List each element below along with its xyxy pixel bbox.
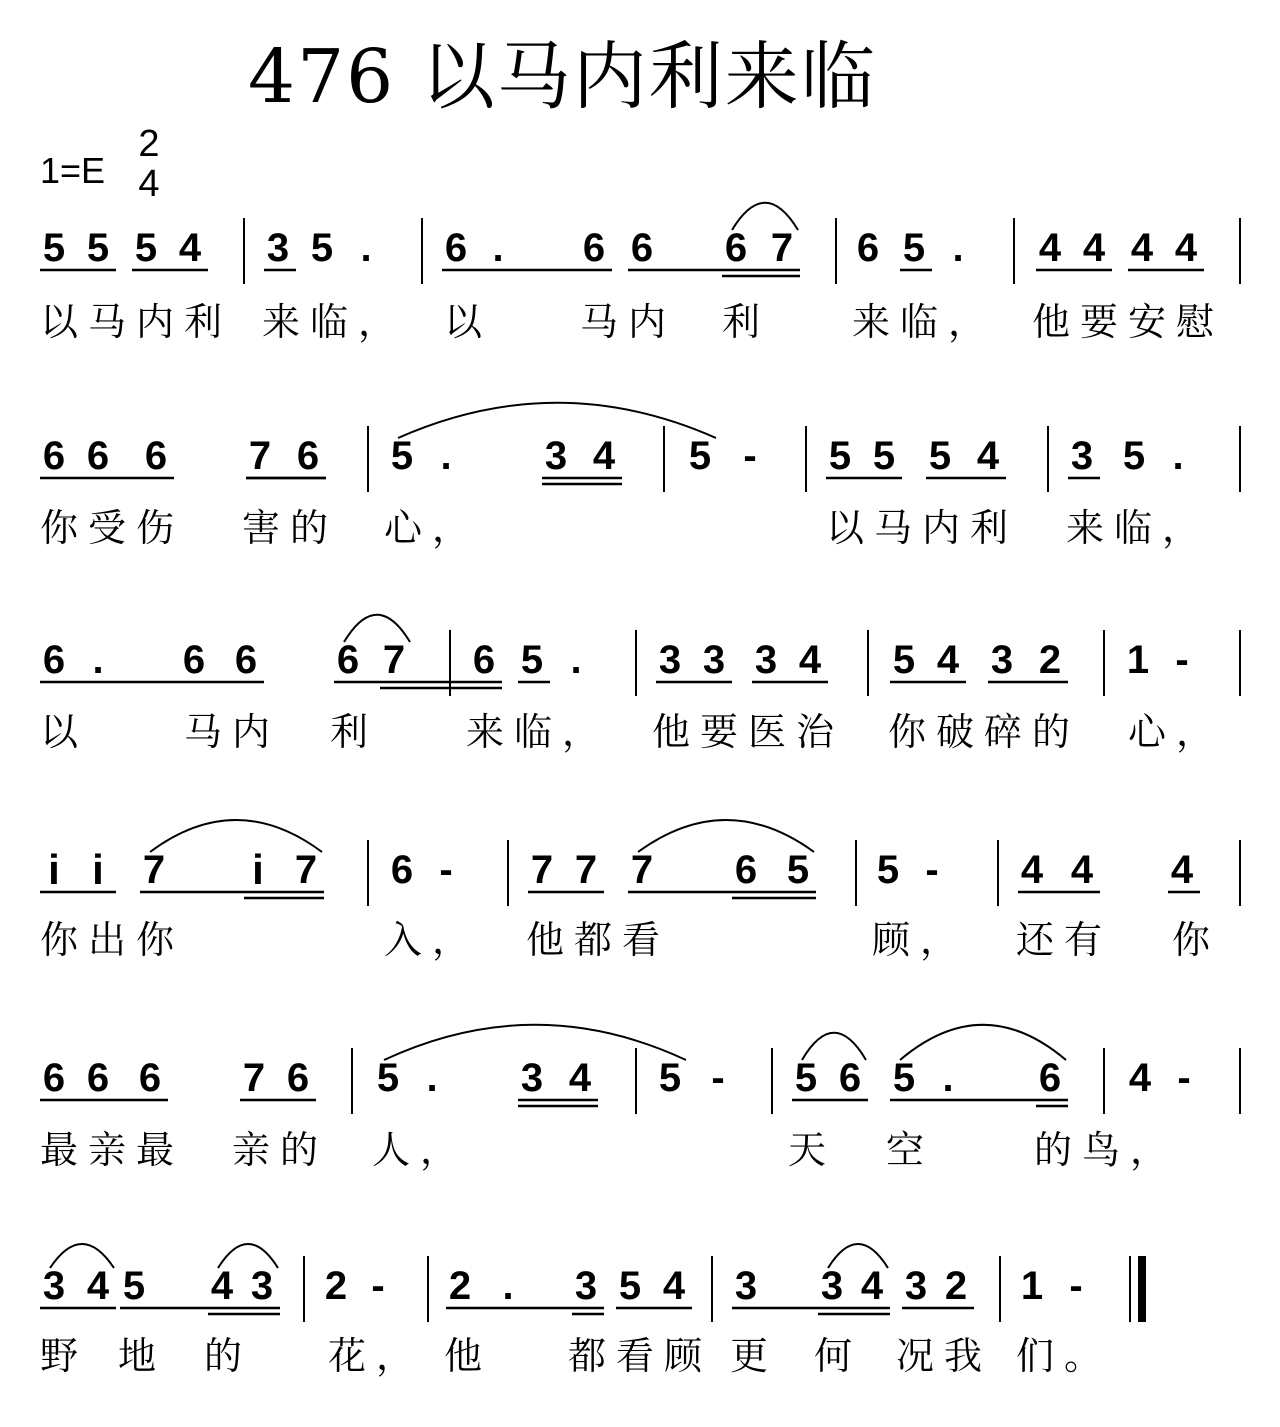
note: 3 [702, 638, 726, 682]
lyric: 他要安慰 [1032, 300, 1225, 344]
lyric: 天 [788, 1128, 837, 1172]
note: 3 [904, 1264, 928, 1308]
note: 4 [592, 434, 616, 478]
note: 6 [856, 226, 880, 270]
note: 7 [248, 434, 272, 478]
note: 6 [286, 1056, 310, 1100]
note: 6 [138, 1056, 162, 1100]
lyric: 的 [204, 1334, 253, 1378]
note: 5 [872, 434, 896, 478]
lyric: 顾， [872, 918, 969, 962]
lyric: 的鸟， [1034, 1128, 1179, 1172]
note: 3 [520, 1056, 544, 1100]
note: 3 [266, 226, 290, 270]
note: 4 [1070, 848, 1094, 892]
note: 5 [390, 434, 414, 478]
lyric: 害的 [242, 506, 339, 550]
lyric: 野 [40, 1334, 89, 1378]
note: 5 [794, 1056, 818, 1100]
slur [384, 1025, 686, 1060]
note: 5 [892, 638, 916, 682]
lyric: 来临， [262, 300, 407, 344]
note: 5 [86, 226, 110, 270]
page-title: 476 以马内利来临 [248, 34, 877, 120]
note: . [440, 434, 452, 478]
note: . [426, 1056, 438, 1100]
note: 5 [122, 1264, 146, 1308]
note: 6 [42, 1056, 66, 1100]
note: 5 [310, 226, 334, 270]
lyric: 利 [722, 300, 771, 344]
note: 4 [976, 434, 1000, 478]
note: 3 [544, 434, 568, 478]
lyric: 以 [444, 300, 493, 344]
lyric: 还有 [1016, 918, 1113, 962]
lyric: 花， [328, 1334, 425, 1378]
note: - [1175, 638, 1189, 682]
lyric: 他都看 [526, 918, 671, 962]
note: - [1069, 1264, 1083, 1308]
note: 1 [1126, 638, 1150, 682]
lyric: 最亲最 [40, 1128, 185, 1172]
lyric: 心， [1128, 710, 1225, 754]
note: - [1177, 1056, 1191, 1100]
note: 4 [936, 638, 960, 682]
note: 5 [928, 434, 952, 478]
note: . [502, 1264, 514, 1308]
note-high: i [48, 846, 60, 893]
note: 7 [574, 848, 598, 892]
note: 6 [144, 434, 168, 478]
lyric: 以马内利 [826, 506, 1019, 550]
note: 7 [242, 1056, 266, 1100]
note: 4 [568, 1056, 592, 1100]
note: 5 [1122, 434, 1146, 478]
note: 3 [658, 638, 682, 682]
note: 4 [1082, 226, 1106, 270]
note: 6 [234, 638, 258, 682]
time-signature-numerator: 2 [138, 123, 160, 165]
note: 4 [1128, 1056, 1152, 1100]
lyric: 入， [384, 918, 481, 962]
note: 3 [990, 638, 1014, 682]
note: 5 [134, 226, 158, 270]
note: 2 [1038, 638, 1062, 682]
note: 7 [382, 638, 406, 682]
note: . [952, 226, 964, 270]
note: 6 [724, 226, 748, 270]
lyric: 他 [444, 1334, 493, 1378]
note: 3 [1070, 434, 1094, 478]
note: 6 [1038, 1056, 1062, 1100]
note: . [492, 226, 504, 270]
note: 3 [250, 1264, 274, 1308]
note: 4 [178, 226, 202, 270]
note: 3 [820, 1264, 844, 1308]
note: 5 [688, 434, 712, 478]
lyric: 地 [118, 1334, 167, 1378]
slur [900, 1025, 1066, 1060]
note: 4 [798, 638, 822, 682]
lyric: 更 [730, 1334, 779, 1378]
slur [398, 403, 716, 438]
lyric: 来临， [466, 710, 611, 754]
note: . [942, 1056, 954, 1100]
note: 4 [1170, 848, 1194, 892]
note: 3 [734, 1264, 758, 1308]
lyric: 你出你 [40, 918, 185, 962]
note: 4 [1174, 226, 1198, 270]
note: 4 [662, 1264, 686, 1308]
note: 3 [754, 638, 778, 682]
note: 4 [1020, 848, 1044, 892]
lyric: 都看顾 [568, 1334, 713, 1378]
note: 4 [210, 1264, 234, 1308]
note: 6 [390, 848, 414, 892]
note: 7 [630, 848, 654, 892]
note: 6 [582, 226, 606, 270]
note: 7 [530, 848, 554, 892]
note: . [360, 226, 372, 270]
note: - [711, 1056, 725, 1100]
note: - [371, 1264, 385, 1308]
note: 6 [336, 638, 360, 682]
note: 6 [86, 434, 110, 478]
note: 2 [324, 1264, 348, 1308]
note-high: i [252, 846, 264, 893]
note: 4 [1130, 226, 1154, 270]
note: 4 [86, 1264, 110, 1308]
note: 6 [472, 638, 496, 682]
note: 6 [630, 226, 654, 270]
note: 5 [520, 638, 544, 682]
lyric: 来临， [1066, 506, 1211, 550]
lyric: 以 [40, 710, 89, 754]
lyric: 你 [1172, 918, 1221, 962]
note: 7 [142, 848, 166, 892]
time-signature-denominator: 4 [138, 163, 160, 205]
note: - [925, 848, 939, 892]
note: 6 [182, 638, 206, 682]
note: 3 [42, 1264, 66, 1308]
note: 6 [42, 638, 66, 682]
lyric: 亲的 [232, 1128, 329, 1172]
lyric: 来临， [852, 300, 997, 344]
note: 2 [448, 1264, 472, 1308]
note: 5 [42, 226, 66, 270]
note: . [570, 638, 582, 682]
note: 1 [1020, 1264, 1044, 1308]
note: 5 [786, 848, 810, 892]
note: 6 [42, 434, 66, 478]
final-barline-thick [1138, 1256, 1146, 1322]
lyric: 他要医治 [652, 710, 845, 754]
lyric: 空 [886, 1128, 935, 1172]
lyric: 况我 [896, 1334, 993, 1378]
note: 6 [296, 434, 320, 478]
lyric: 马内 [580, 300, 677, 344]
note: 2 [944, 1264, 968, 1308]
key-signature: 1=E [40, 150, 106, 191]
note: 6 [734, 848, 758, 892]
lyric: 心， [384, 506, 481, 550]
note: 7 [294, 848, 318, 892]
lyric: 马内 [184, 710, 281, 754]
note: - [439, 848, 453, 892]
lyric: 们。 [1016, 1334, 1113, 1378]
note: 5 [376, 1056, 400, 1100]
lyric: 你受伤 [40, 506, 185, 550]
lyric: 以马内利 [40, 300, 233, 344]
note: 5 [892, 1056, 916, 1100]
note: 5 [876, 848, 900, 892]
note: 5 [618, 1264, 642, 1308]
note: - [743, 434, 757, 478]
note: 5 [902, 226, 926, 270]
note: . [92, 638, 104, 682]
note: 7 [770, 226, 794, 270]
lyric: 利 [330, 710, 379, 754]
note: 5 [828, 434, 852, 478]
note: 6 [838, 1056, 862, 1100]
note: 4 [860, 1264, 884, 1308]
note: 6 [444, 226, 468, 270]
note: . [1172, 434, 1184, 478]
note: 3 [574, 1264, 598, 1308]
note: 5 [658, 1056, 682, 1100]
lyric: 你破碎的 [888, 710, 1081, 754]
note: 6 [86, 1056, 110, 1100]
lyric: 何 [814, 1334, 863, 1378]
note: 4 [1038, 226, 1062, 270]
note-high: i [92, 846, 104, 893]
lyric: 人， [372, 1128, 469, 1172]
